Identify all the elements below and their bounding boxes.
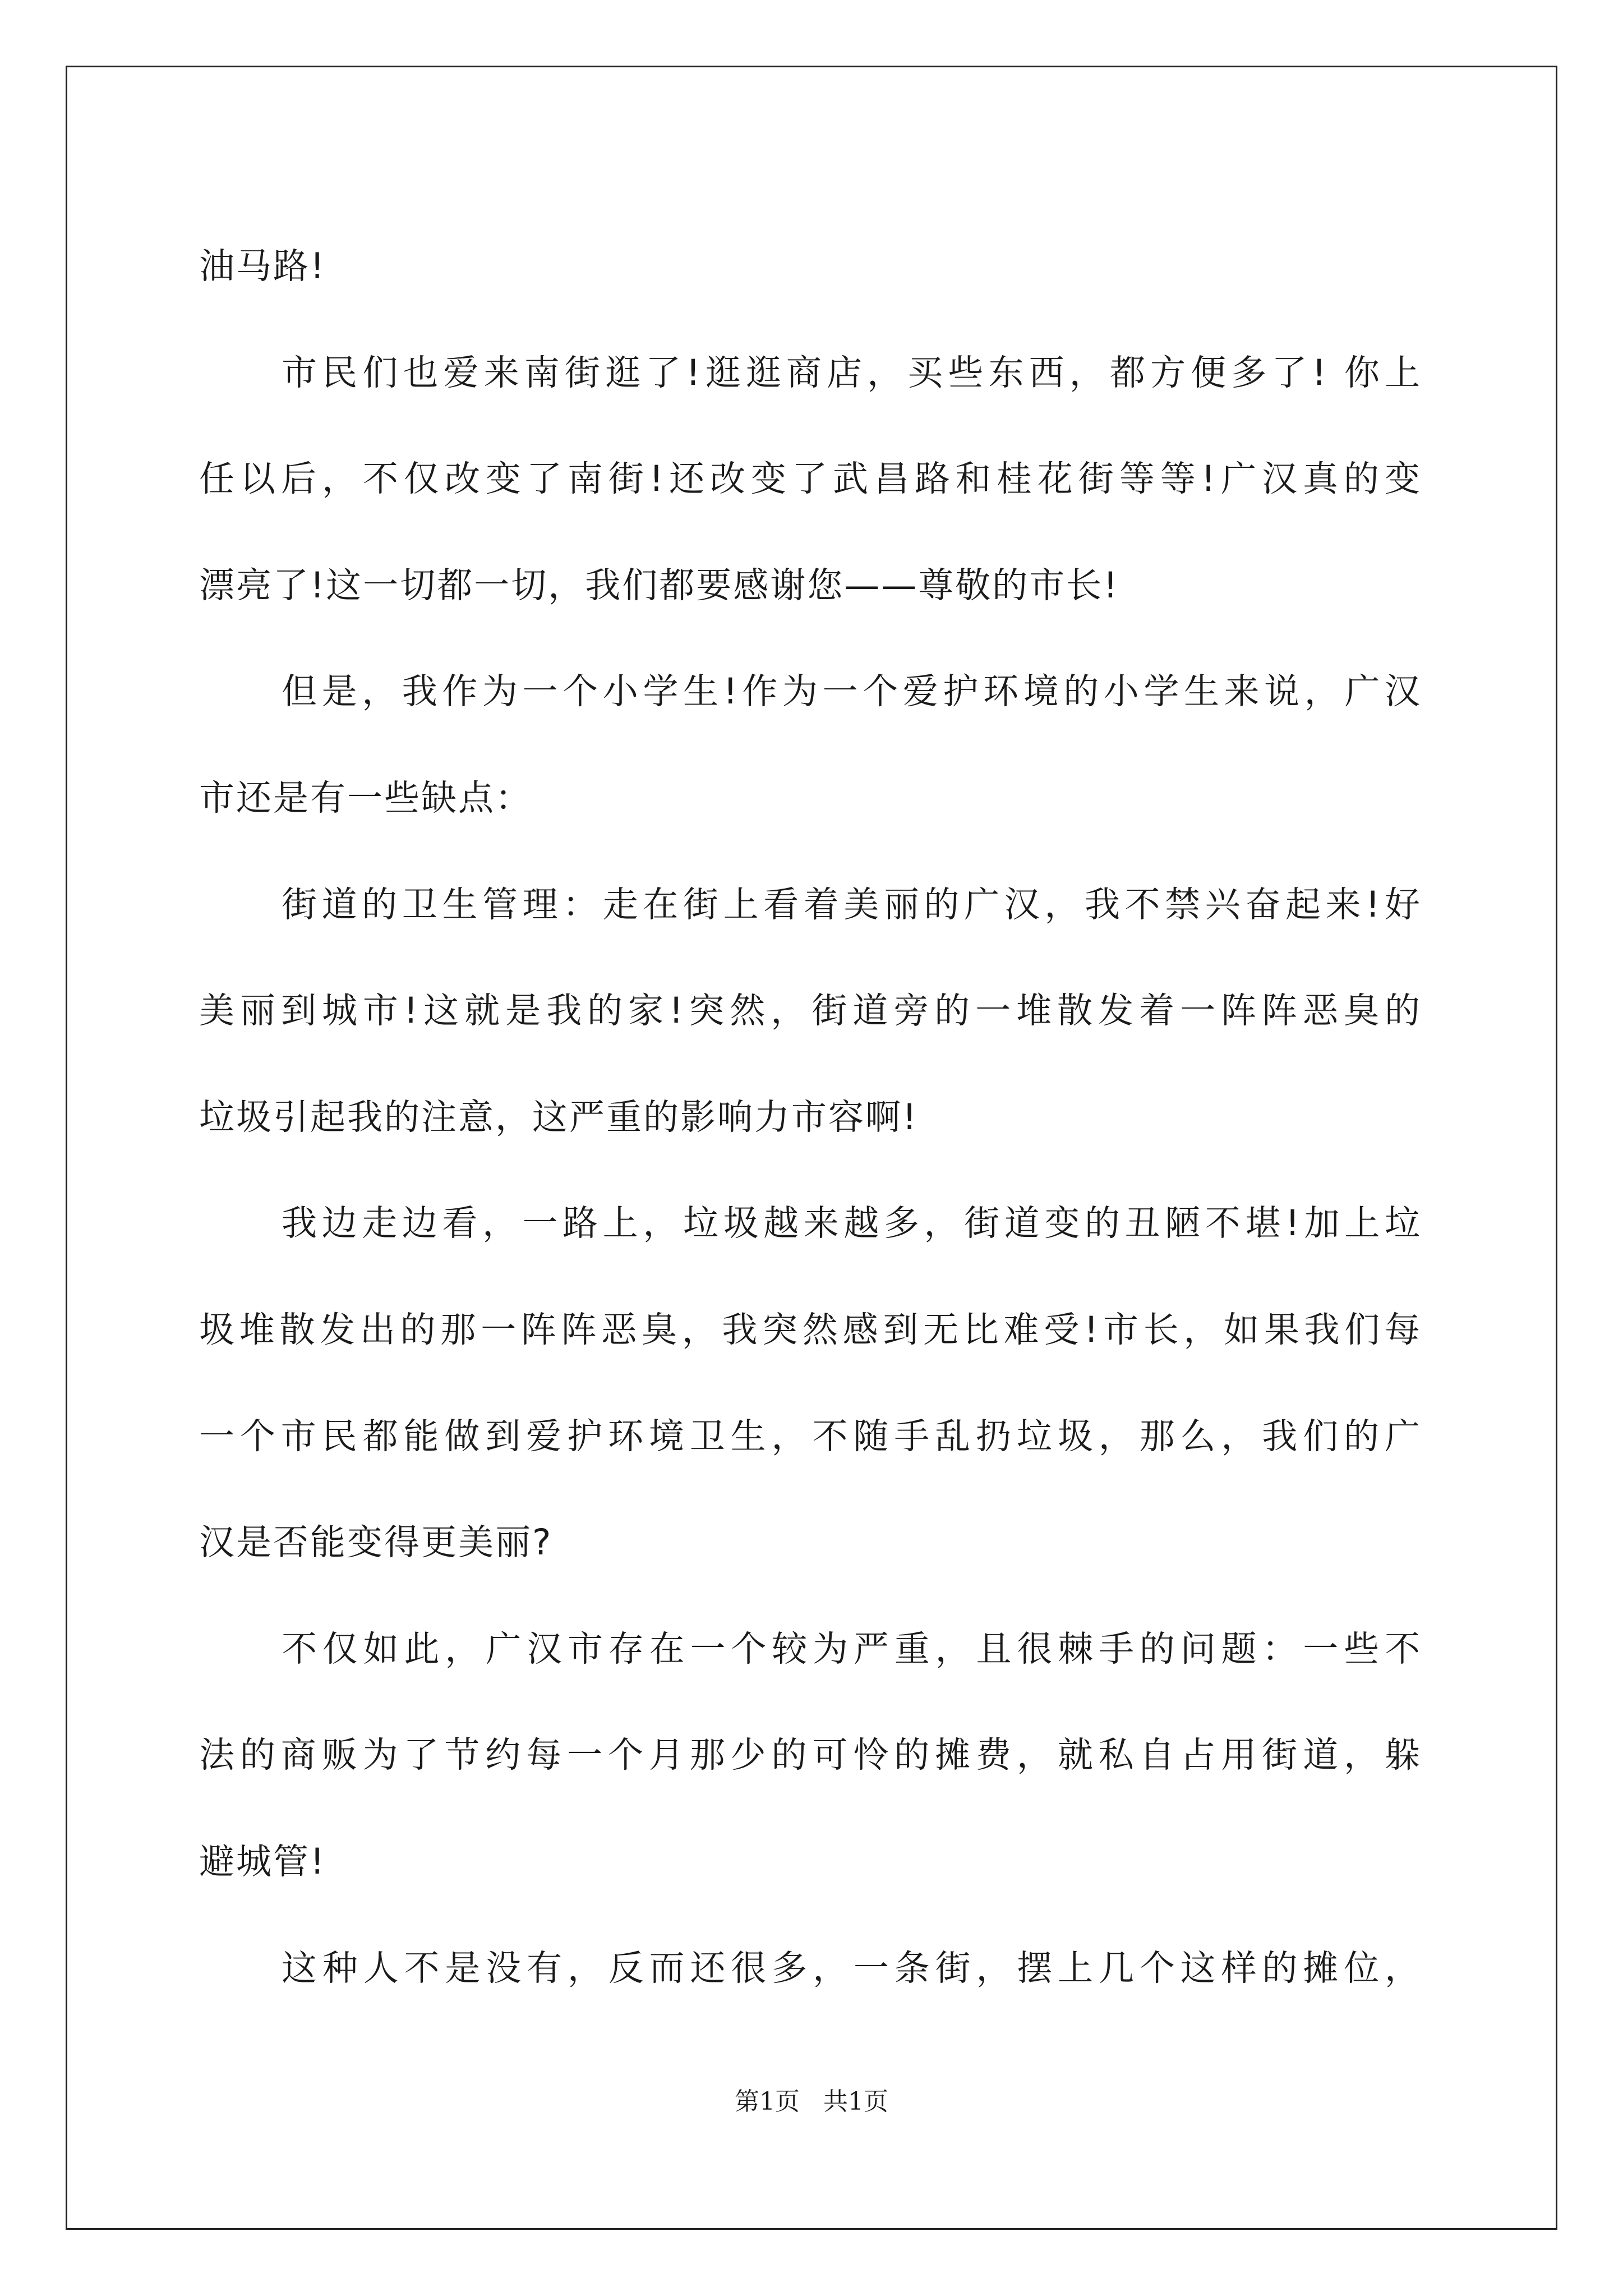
text-line: 不仅如此，广汉市存在一个较为严重，且很棘手的问题：一些不 — [282, 1628, 1422, 1669]
text-line: 但是，我作为一个小学生!作为一个爱护环境的小学生来说，广汉 — [282, 671, 1422, 712]
text-line: 街道的卫生管理：走在街上看着美丽的广汉，我不禁兴奋起来!好 — [282, 884, 1422, 925]
text-line: 我边走边看，一路上，垃圾越来越多，街道变的丑陋不堪!加上垃 — [282, 1203, 1422, 1244]
text-line: 漂亮了!这一切都一切，我们都要感谢您——尊敬的市长! — [199, 564, 1119, 606]
footer-spacer — [800, 2087, 823, 2116]
text-line: 垃圾引起我的注意，这严重的影响力市容啊! — [199, 1096, 919, 1138]
page-total: 共1页 — [823, 2087, 888, 2116]
text-line: 法的商贩为了节约每一个月那少的可怜的摊费，就私自占用街道，躲 — [199, 1734, 1422, 1776]
text-line: 一个市民都能做到爱护环境卫生，不随手乱扔垃圾，那么，我们的广 — [199, 1415, 1422, 1457]
text-line: 美丽到城市!这就是我的家!突然，街道旁的一堆散发着一阵阵恶臭的 — [199, 990, 1422, 1032]
text-line: 市还是有一些缺点： — [199, 777, 532, 818]
document-body — [199, 213, 1422, 2021]
text-line: 避城管! — [199, 1841, 326, 1882]
page-footer — [0, 2081, 1623, 2117]
text-line: 油马路! — [199, 246, 326, 287]
text-line: 任以后，不仅改变了南街!还改变了武昌路和桂花街等等!广汉真的变 — [199, 458, 1422, 500]
text-line: 汉是否能变得更美丽? — [199, 1522, 553, 1563]
text-line: 市民们也爱来南街逛了!逛逛商店，买些东西，都方便多了! 你上 — [282, 352, 1422, 393]
page-number: 第1页 — [735, 2087, 800, 2116]
text-line: 圾堆散发出的那一阵阵恶臭，我突然感到无比难受!市长，如果我们每 — [199, 1309, 1422, 1350]
text-line: 这种人不是没有，反而还很多，一条街，摆上几个这样的摊位， — [282, 1947, 1422, 1989]
